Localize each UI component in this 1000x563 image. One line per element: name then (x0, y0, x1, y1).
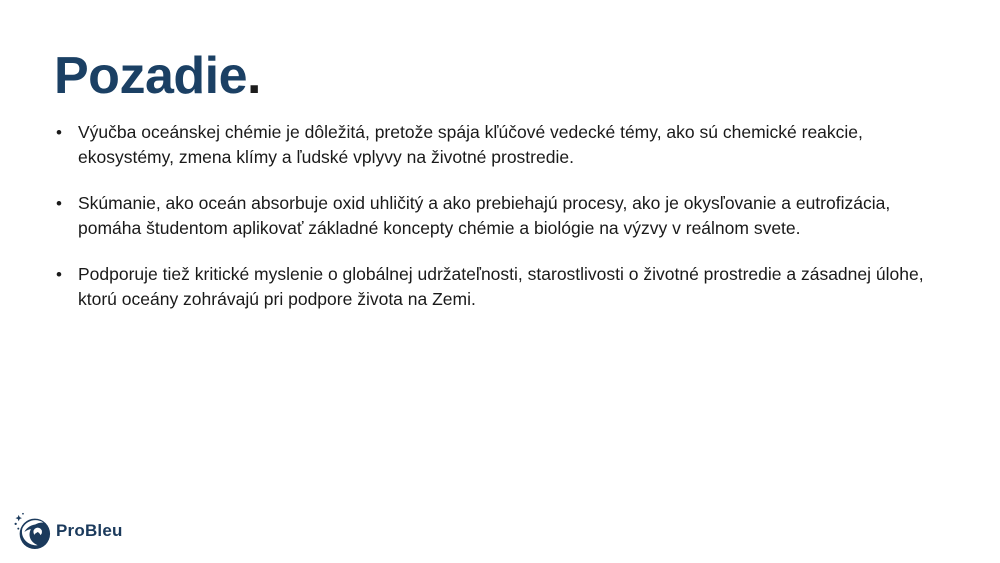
list-item (54, 262, 938, 312)
brand-name: ProBleu (56, 521, 123, 540)
list-item (54, 120, 938, 170)
probleu-logo-icon (13, 511, 51, 551)
bullet-marker: • (56, 123, 62, 142)
list-item (54, 191, 938, 241)
bullet-marker: • (56, 265, 62, 284)
page-title-period: . (247, 47, 261, 105)
page-title-text: Pozadie (54, 47, 247, 105)
page-title (54, 47, 261, 105)
bullet-marker: • (56, 194, 62, 213)
bullet-text: Výučba oceánskej chémie je dôležitá, pretože spája kľúčové vedecké témy, ako sú chemické reakcie, ekosystémy, zmena klímy a ľudské vplyvy na životné prostredie. (78, 122, 863, 167)
bullet-list (54, 120, 938, 333)
bullet-text: Podporuje tiež kritické myslenie o globálnej udržateľnosti, starostlivosti o životné prostredie a zásadnej úlohe, ktorú oceány zohrávajú pri podpore života na Zemi. (78, 264, 924, 309)
footer-logo (13, 511, 123, 551)
bullet-text: Skúmanie, ako oceán absorbuje oxid uhličitý a ako prebiehajú procesy, ako je okysľovanie a eutrofizácia, pomáha študentom aplikovať základné koncepty chémie a biológie na výzvy v reálnom svete. (78, 193, 891, 238)
